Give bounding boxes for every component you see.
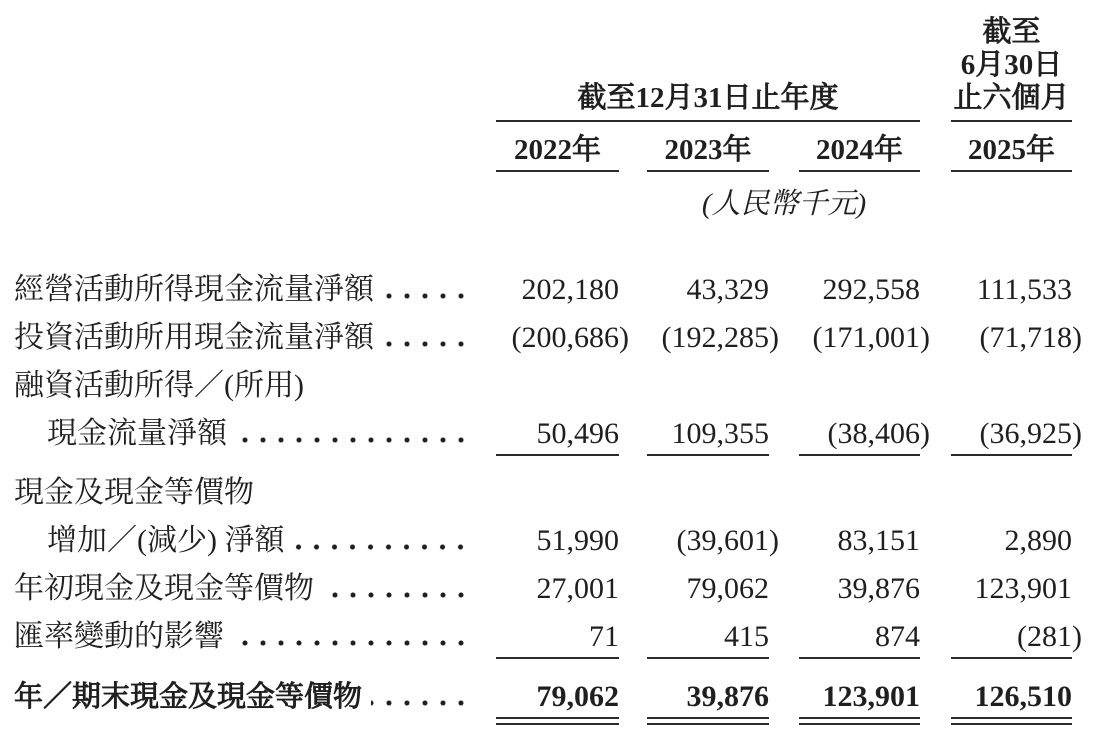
value-cell: 123,901 [799, 679, 920, 719]
year-header-2024: 2024年 [799, 135, 920, 172]
row-label-area [14, 679, 496, 715]
dot-leader [383, 341, 470, 347]
value-cell: 39,876 [837, 572, 920, 605]
interim-period-header [951, 16, 1072, 122]
row-label: 現金流量淨額 [47, 417, 227, 450]
table-row [14, 679, 1072, 719]
row-label: 經營活動所得現金流量淨額 [14, 273, 374, 306]
year-header-2023: 2023年 [647, 135, 769, 172]
value-cell: 50,496 [496, 416, 619, 456]
row-label: 年初現金及現金等價物 [14, 572, 314, 605]
currency-note-row [14, 181, 1072, 222]
value-cell: (281) [951, 619, 1072, 659]
value-cell: (39,601) [676, 524, 779, 557]
table-row [14, 416, 1082, 456]
row-label: 匯率變動的影響 [14, 620, 224, 653]
interim-period-line-2: 6月30日 [960, 49, 1063, 81]
value-cell: 109,355 [647, 416, 769, 456]
value-cell: 83,151 [837, 524, 920, 557]
year-header-row [14, 135, 1072, 172]
value-cell: 292,558 [822, 273, 920, 306]
value-cell: 111,533 [976, 273, 1072, 306]
value-cell: 126,510 [951, 679, 1072, 719]
row-label-area [14, 475, 1072, 511]
row-label: 投資活動所用現金流量淨額 [14, 321, 374, 354]
value-cell: 27,001 [536, 572, 619, 605]
currency-note: (人民幣千元) [701, 188, 867, 220]
row-label: 增加／(減少) 淨額 [47, 524, 285, 557]
interim-period-line-3: 止六個月 [953, 82, 1070, 114]
table-row [14, 368, 1072, 404]
value-cell: 79,062 [686, 572, 769, 605]
row-label-area [14, 320, 496, 356]
value-cell: (200,686) [511, 321, 629, 354]
interim-period-line-1: 截至 [982, 16, 1041, 48]
value-cell: 79,062 [496, 679, 619, 719]
row-label-area [14, 619, 496, 655]
table-row [14, 571, 1072, 607]
row-label: 融資活動所得／(所用) [14, 369, 304, 402]
row-label: 現金及現金等價物 [14, 476, 254, 509]
table-row [14, 320, 1082, 356]
row-label-area [14, 523, 496, 559]
value-cell: 874 [799, 619, 920, 659]
value-cell: 415 [647, 619, 769, 659]
value-cell: 39,876 [647, 679, 769, 719]
value-cell: 202,180 [521, 273, 619, 306]
period-header-row [14, 16, 1072, 122]
value-cell: 71 [496, 619, 619, 659]
table-body [14, 272, 1082, 719]
row-label: 年／期末現金及現金等價物 [14, 681, 363, 713]
table-row [14, 619, 1082, 659]
dot-leader [371, 700, 470, 706]
value-cell: (192,285) [661, 321, 779, 354]
header-label-spacer [14, 135, 496, 172]
value-cell: 123,901 [974, 572, 1072, 605]
dot-leader [383, 293, 470, 299]
table-row [14, 523, 1072, 559]
value-cell: 51,990 [536, 524, 619, 557]
value-cell: (36,925) [951, 416, 1072, 456]
value-cell: 2,890 [1004, 524, 1072, 557]
row-label-area [14, 571, 496, 607]
value-cell: (171,001) [812, 321, 930, 354]
year-header-2022: 2022年 [496, 135, 619, 172]
dot-leader [293, 544, 470, 550]
row-label-area [14, 416, 496, 452]
value-cell: 43,329 [686, 273, 769, 306]
value-cell: (71,718) [979, 321, 1082, 354]
dot-leader [233, 640, 470, 646]
year-header-2025: 2025年 [951, 135, 1072, 172]
table-row [14, 475, 1072, 511]
table-row [14, 272, 1072, 308]
row-label-area [14, 272, 496, 308]
annual-period-header: 截至12月31日止年度 [496, 81, 920, 122]
row-label-area [14, 368, 1072, 404]
dot-leader [236, 437, 470, 443]
dot-leader [323, 592, 470, 598]
value-cell: (38,406) [799, 416, 920, 456]
